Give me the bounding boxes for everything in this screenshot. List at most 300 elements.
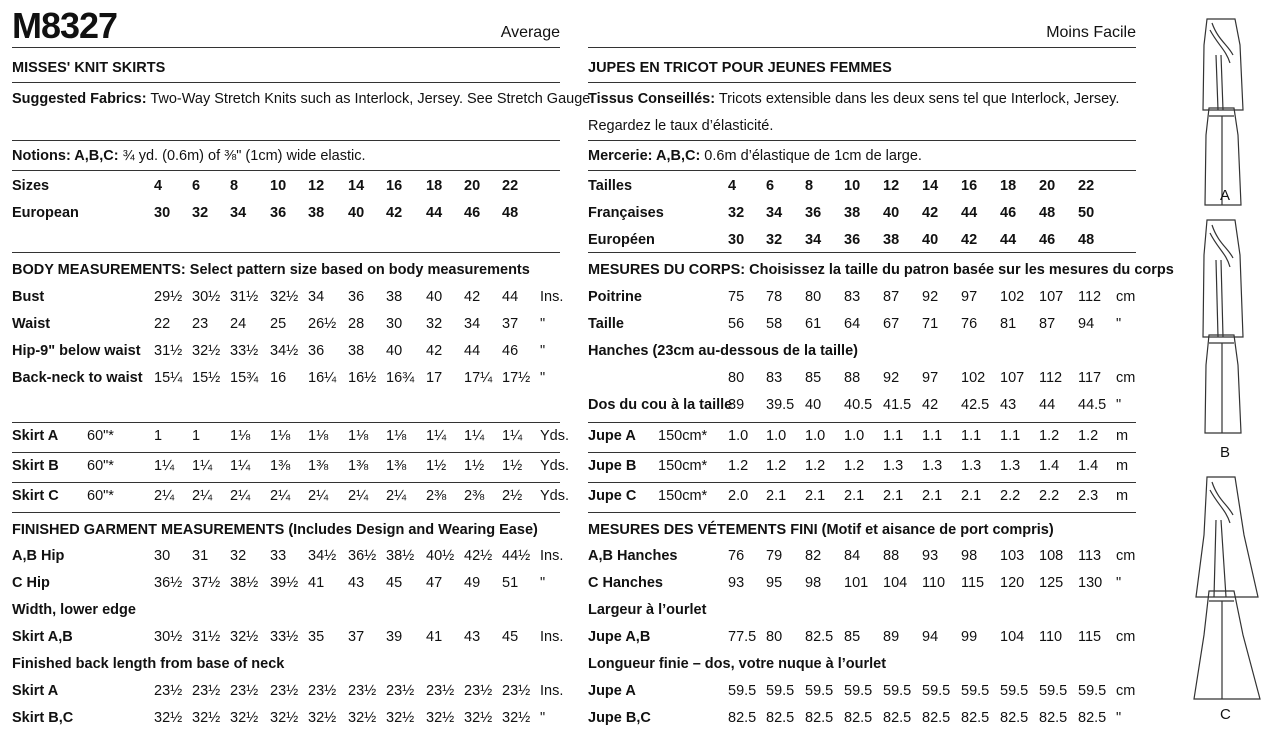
table-cell: 1⅛ — [386, 428, 407, 444]
table-cell: 1.2 — [1078, 428, 1099, 444]
table-cell: 1.2 — [728, 458, 749, 474]
table-cell: 36 — [270, 205, 287, 221]
table-cell: 37 — [348, 629, 365, 645]
table-cell: 1½ — [464, 458, 485, 474]
row-label: Skirt A — [12, 683, 59, 699]
row-label: Hip-9" below waist — [12, 343, 141, 359]
table-cell: 32 — [426, 316, 443, 332]
table-cell: 33½ — [230, 343, 259, 359]
table-cell: 32½ — [502, 710, 531, 726]
table-row — [12, 570, 560, 597]
table-cell: 78 — [766, 289, 783, 305]
table-cell: 104 — [883, 575, 908, 591]
difficulty-level: Average — [500, 24, 560, 41]
table-cell: 42 — [386, 205, 403, 221]
table-cell: 32 — [728, 205, 745, 221]
table-cell: 36½ — [154, 575, 183, 591]
table-cell: 88 — [844, 370, 861, 386]
table-cell: 30 — [154, 205, 171, 221]
table-cell: 1⅛ — [230, 428, 251, 444]
table-cell: 58 — [766, 316, 783, 332]
title-fr: JUPES EN TRICOT POUR JEUNES FEMMES — [588, 60, 892, 76]
table-cell: 14 — [348, 178, 365, 194]
table-cell: 117 — [1078, 370, 1102, 386]
table-cell: 44 — [1000, 232, 1017, 248]
table-cell: 1.0 — [728, 428, 749, 444]
unit: Yds. — [540, 458, 570, 474]
table-cell: 101 — [844, 575, 869, 591]
table-cell: 82.5 — [922, 710, 951, 726]
table-cell: 2.1 — [805, 488, 826, 504]
table-cell: 79 — [766, 548, 783, 564]
table-cell: 1.0 — [766, 428, 787, 444]
table-cell: 98 — [805, 575, 822, 591]
table-cell: 82.5 — [1078, 710, 1107, 726]
table-cell: 1⅜ — [348, 458, 369, 474]
table-cell: 17½ — [502, 370, 531, 386]
table-cell: 1 — [192, 428, 201, 444]
table-cell: 15¾ — [230, 370, 259, 386]
table-cell: 31½ — [154, 343, 183, 359]
table-cell: 34 — [805, 232, 822, 248]
table-cell: 1½ — [502, 458, 523, 474]
table-cell: 38 — [883, 232, 900, 248]
table-cell: 43 — [464, 629, 481, 645]
hanches-row — [588, 365, 1136, 392]
table-cell: 38½ — [386, 548, 415, 564]
table-cell: 34½ — [270, 343, 299, 359]
table-cell: 47 — [426, 575, 443, 591]
table-cell: 2.1 — [844, 488, 865, 504]
table-cell: 23½ — [348, 683, 377, 699]
table-cell: 59.5 — [766, 683, 795, 699]
table-cell: 18 — [1000, 178, 1017, 194]
table-cell: 23½ — [464, 683, 493, 699]
table-cell: 39.5 — [766, 397, 795, 413]
table-cell: 2½ — [502, 488, 523, 504]
table-cell: 44 — [1039, 397, 1056, 413]
yardage-row — [12, 453, 570, 480]
fabrics-label: Suggested Fabrics: — [12, 91, 147, 107]
table-cell: 115 — [1078, 629, 1102, 645]
table-cell: 102 — [1000, 289, 1025, 305]
table-cell: 130 — [1078, 575, 1103, 591]
length-heading: Finished back length from base of neck — [12, 656, 285, 672]
fabrics-text: Two-Way Stretch Knits such as Interlock, Jersey. See Stretch Gauge. — [146, 91, 595, 107]
table-cell: 42 — [922, 205, 939, 221]
table-cell: 24 — [230, 316, 247, 332]
fabrics-label-fr: Tissus Conseillés: — [588, 91, 716, 107]
row-label: A,B Hip — [12, 548, 65, 564]
table-cell: 37½ — [192, 575, 221, 591]
table-cell: 1.0 — [805, 428, 826, 444]
table-cell: 2.1 — [883, 488, 904, 504]
row-label: Jupe A — [588, 683, 636, 699]
yardage-row — [588, 453, 1136, 480]
table-cell: 120 — [1000, 575, 1025, 591]
yardage-row — [12, 423, 570, 450]
table-cell: 15½ — [192, 370, 221, 386]
row-label: Poitrine — [588, 289, 642, 305]
table-cell: 34 — [308, 289, 325, 305]
dos-label: Dos du cou à la taille — [588, 397, 733, 413]
french-panel — [588, 0, 1174, 746]
table-cell: 1.3 — [1000, 458, 1021, 474]
unit: cm — [1116, 683, 1136, 699]
table-cell: 59.5 — [844, 683, 873, 699]
row-label: Sizes — [12, 178, 50, 194]
row-label: Taille — [588, 316, 624, 332]
length-heading-fr: Longueur finie – dos, votre nuque à l’ourlet — [588, 656, 887, 672]
table-cell: 44 — [464, 343, 481, 359]
table-cell: 31½ — [230, 289, 259, 305]
table-cell: 16 — [961, 178, 978, 194]
row-label: Waist — [12, 316, 51, 332]
table-cell: 80 — [766, 629, 783, 645]
table-cell: 102 — [961, 370, 986, 386]
table-cell: 1¼ — [192, 458, 213, 474]
table-cell: 31½ — [192, 629, 221, 645]
table-cell: 20 — [464, 178, 481, 194]
table-cell: 17¼ — [464, 370, 493, 386]
table-cell: 12 — [308, 178, 325, 194]
table-cell: 33½ — [270, 629, 299, 645]
row-label: C Hanches — [588, 575, 663, 591]
table-cell: 32½ — [426, 710, 455, 726]
table-cell: 28 — [348, 316, 365, 332]
row-label: Jupe C — [588, 488, 637, 504]
table-cell: 93 — [728, 575, 745, 591]
table-cell: 2.1 — [961, 488, 982, 504]
table-row — [588, 284, 1136, 311]
table-row — [588, 624, 1136, 651]
table-cell: 40 — [922, 232, 939, 248]
table-cell: 40.5 — [844, 397, 873, 413]
table-cell: 49 — [464, 575, 481, 591]
table-cell: 16¾ — [386, 370, 415, 386]
european-row — [12, 200, 560, 227]
table-cell: 85 — [805, 370, 822, 386]
table-cell: 84 — [844, 548, 861, 564]
table-cell: 44.5 — [1078, 397, 1107, 413]
finished-heading: FINISHED GARMENT MEASUREMENTS (Includes Design and Wearing Ease) — [12, 522, 538, 538]
table-cell: 29½ — [154, 289, 183, 305]
table-cell: 48 — [1078, 232, 1095, 248]
table-cell: 23½ — [386, 683, 415, 699]
table-cell: 30 — [154, 548, 171, 564]
table-cell: 92 — [922, 289, 939, 305]
table-cell: 30½ — [154, 629, 183, 645]
table-cell: 16 — [386, 178, 403, 194]
table-row — [588, 570, 1136, 597]
unit: m — [1116, 428, 1129, 444]
table-cell: 97 — [961, 289, 978, 305]
table-cell: 82 — [805, 548, 822, 564]
table-cell: 6 — [192, 178, 201, 194]
table-row — [12, 284, 564, 311]
table-cell: 80 — [805, 289, 822, 305]
table-cell: 32½ — [270, 710, 299, 726]
table-cell: 2¼ — [230, 488, 251, 504]
table-cell: 15¼ — [154, 370, 183, 386]
table-cell: 36 — [348, 289, 365, 305]
row-label: Tailles — [588, 178, 633, 194]
fabric-width: 60"* — [87, 428, 114, 444]
table-cell: 94 — [1078, 316, 1095, 332]
table-cell: 1⅛ — [348, 428, 369, 444]
table-cell: 42½ — [464, 548, 493, 564]
table-cell: 12 — [883, 178, 900, 194]
unit: " — [1116, 575, 1122, 591]
table-cell: 125 — [1039, 575, 1064, 591]
table-cell: 50 — [1078, 205, 1095, 221]
table-cell: 59.5 — [1000, 683, 1029, 699]
row-label: Européen — [588, 232, 655, 248]
table-row — [12, 311, 560, 338]
table-cell: 2⅜ — [464, 488, 485, 504]
table-cell: 2¼ — [192, 488, 213, 504]
notions-text: ¾ yd. (0.6m) of ⅜" (1cm) wide elastic. — [118, 148, 366, 164]
unit: Ins. — [540, 629, 564, 645]
table-cell: 38 — [386, 289, 403, 305]
table-cell: 34 — [464, 316, 481, 332]
table-cell: 46 — [502, 343, 519, 359]
unit: Ins. — [540, 683, 564, 699]
notions-label: Notions: A,B,C: — [12, 148, 119, 164]
table-cell: 97 — [922, 370, 939, 386]
row-label: Skirt A,B — [12, 629, 73, 645]
table-cell: 18 — [426, 178, 443, 194]
table-cell: 82.5 — [844, 710, 873, 726]
table-cell: 59.5 — [961, 683, 990, 699]
table-cell: 22 — [154, 316, 171, 332]
table-cell: 4 — [728, 178, 737, 194]
table-cell: 23½ — [230, 683, 259, 699]
table-cell: 2¼ — [270, 488, 291, 504]
unit: " — [1116, 316, 1122, 332]
table-cell: 36 — [308, 343, 325, 359]
table-cell: 40 — [426, 289, 443, 305]
table-cell: 107 — [1000, 370, 1025, 386]
table-cell: 35 — [308, 629, 325, 645]
unit: " — [540, 343, 546, 359]
table-cell: 39½ — [270, 575, 299, 591]
table-cell: 59.5 — [1039, 683, 1068, 699]
table-cell: 92 — [883, 370, 900, 386]
table-row — [588, 705, 1136, 732]
unit: cm — [1116, 548, 1136, 564]
table-cell: 85 — [844, 629, 861, 645]
table-cell: 61 — [805, 316, 822, 332]
table-cell: 23½ — [154, 683, 183, 699]
table-cell: 10 — [270, 178, 287, 194]
pattern-code: M8327 — [12, 5, 118, 46]
table-cell: 82.5 — [805, 629, 834, 645]
table-cell: 46 — [1000, 205, 1017, 221]
table-cell: 2⅜ — [426, 488, 447, 504]
table-cell: 42 — [961, 232, 978, 248]
table-cell: 8 — [805, 178, 814, 194]
table-cell: 33 — [270, 548, 287, 564]
table-cell: 1⅜ — [270, 458, 291, 474]
table-cell: 42 — [464, 289, 481, 305]
row-label: C Hip — [12, 575, 50, 591]
table-cell: 71 — [922, 316, 939, 332]
table-cell: 99 — [961, 629, 978, 645]
table-cell: 56 — [728, 316, 745, 332]
table-cell: 44½ — [502, 548, 531, 564]
table-cell: 82.5 — [961, 710, 990, 726]
table-cell: 17 — [426, 370, 443, 386]
table-cell: 2.1 — [766, 488, 787, 504]
table-cell: 1¼ — [464, 428, 485, 444]
fabrics-text2-fr: Regardez le taux d’élasticité. — [588, 118, 774, 134]
table-cell: 1⅜ — [308, 458, 329, 474]
table-cell: 44 — [961, 205, 978, 221]
row-label: Jupe B — [588, 458, 637, 474]
table-cell: 1.3 — [883, 458, 904, 474]
row-label: Jupe B,C — [588, 710, 651, 726]
table-cell: 83 — [766, 370, 783, 386]
fabric-width: 60"* — [87, 458, 114, 474]
finished-heading-fr: MESURES DES VÉTEMENTS FINI (Motif et aisance de port compris) — [588, 522, 1054, 538]
table-cell: 36 — [805, 205, 822, 221]
table-cell: 98 — [961, 548, 978, 564]
table-cell: 34 — [230, 205, 247, 221]
table-cell: 31 — [192, 548, 209, 564]
skirt-c-back-icon — [1194, 591, 1260, 699]
table-cell: 40 — [883, 205, 900, 221]
table-cell: 108 — [1039, 548, 1064, 564]
table-cell: 16½ — [348, 370, 377, 386]
table-cell: 44 — [502, 289, 519, 305]
table-cell: 34 — [766, 205, 783, 221]
table-cell: 94 — [922, 629, 939, 645]
notions-fr — [588, 143, 1136, 170]
skirt-b-back-icon — [1205, 335, 1241, 433]
table-cell: 44 — [426, 205, 443, 221]
notions — [12, 143, 560, 170]
hanches-label: Hanches (23cm au-dessous de la taille) — [588, 343, 858, 359]
table-cell: 37 — [502, 316, 519, 332]
table-cell: 41 — [308, 575, 325, 591]
unit: " — [540, 575, 546, 591]
table-cell: 82.5 — [1000, 710, 1029, 726]
table-cell: 4 — [154, 178, 163, 194]
sizes-row — [12, 173, 560, 200]
table-cell: 40 — [805, 397, 822, 413]
table-cell: 1.1 — [922, 428, 943, 444]
table-cell: 115 — [961, 575, 985, 591]
table-cell: 80 — [728, 370, 745, 386]
table-cell: 36½ — [348, 548, 377, 564]
table-cell: 1⅛ — [308, 428, 329, 444]
sketch-label-b: B — [1220, 444, 1231, 461]
unit: cm — [1116, 370, 1136, 386]
fabric-width: 60"* — [87, 488, 114, 504]
table-cell: 88 — [883, 548, 900, 564]
table-cell: 42 — [922, 397, 939, 413]
table-cell: 22 — [502, 178, 519, 194]
table-cell: 45 — [502, 629, 519, 645]
table-cell: 51 — [502, 575, 519, 591]
row-label: Jupe A — [588, 428, 636, 444]
europeen-row — [588, 227, 1136, 254]
yardage-row — [588, 423, 1136, 450]
english-panel — [12, 0, 595, 746]
table-cell: 25 — [270, 316, 287, 332]
table-cell: 32 — [230, 548, 247, 564]
sizes-row — [588, 173, 1136, 200]
skirt-c-front-icon — [1196, 477, 1258, 597]
table-cell: 32½ — [192, 343, 221, 359]
table-cell: 103 — [1000, 548, 1025, 564]
table-row — [12, 365, 560, 392]
table-cell: 16¼ — [308, 370, 337, 386]
table-row — [588, 678, 1136, 705]
table-cell: 43 — [348, 575, 365, 591]
unit: m — [1116, 458, 1129, 474]
table-cell: 23½ — [308, 683, 337, 699]
francaises-row — [588, 200, 1136, 227]
table-cell: 10 — [844, 178, 861, 194]
table-cell: 32½ — [386, 710, 415, 726]
table-cell: 32½ — [192, 710, 221, 726]
unit: cm — [1116, 629, 1136, 645]
table-cell: 95 — [766, 575, 783, 591]
table-row — [588, 311, 1136, 338]
row-label: European — [12, 205, 79, 221]
table-cell: 89 — [883, 629, 900, 645]
table-cell: 41 — [426, 629, 443, 645]
table-cell: 20 — [1039, 178, 1056, 194]
table-cell: 2¼ — [348, 488, 369, 504]
body-heading-fr: MESURES DU CORPS: Choisissez la taille du patron basée sur les mesures du corps — [588, 262, 1174, 278]
row-label: Skirt C — [12, 488, 59, 504]
table-cell: 23 — [192, 316, 209, 332]
table-cell: 110 — [922, 575, 946, 591]
table-cell: 1 — [154, 428, 163, 444]
table-cell: 23½ — [192, 683, 221, 699]
table-cell: 2.3 — [1078, 488, 1099, 504]
unit: " — [1116, 397, 1122, 413]
notions-text-fr: 0.6m d’élastique de 1cm de large. — [700, 148, 922, 164]
table-cell: 1.2 — [1039, 428, 1060, 444]
table-cell: 113 — [1078, 548, 1102, 564]
table-cell: 43 — [1000, 397, 1017, 413]
table-cell: 1⅛ — [270, 428, 291, 444]
table-cell: 32½ — [230, 710, 259, 726]
row-label: A,B Hanches — [588, 548, 678, 564]
table-cell: 59.5 — [1078, 683, 1107, 699]
table-cell: 39 — [728, 397, 745, 413]
table-cell: 30 — [728, 232, 745, 248]
table-cell: 2.2 — [1000, 488, 1021, 504]
table-cell: 32½ — [348, 710, 377, 726]
table-cell: 45 — [386, 575, 403, 591]
table-cell: 1¼ — [154, 458, 175, 474]
table-cell: 67 — [883, 316, 900, 332]
sketch-label-a: A — [1220, 187, 1231, 204]
table-cell: 23½ — [426, 683, 455, 699]
table-cell: 1.1 — [1000, 428, 1021, 444]
row-label: Bust — [12, 289, 45, 305]
table-cell: 2¼ — [154, 488, 175, 504]
unit: Yds. — [540, 488, 570, 504]
table-row — [12, 705, 560, 732]
table-cell: 40½ — [426, 548, 455, 564]
unit: Ins. — [540, 548, 564, 564]
